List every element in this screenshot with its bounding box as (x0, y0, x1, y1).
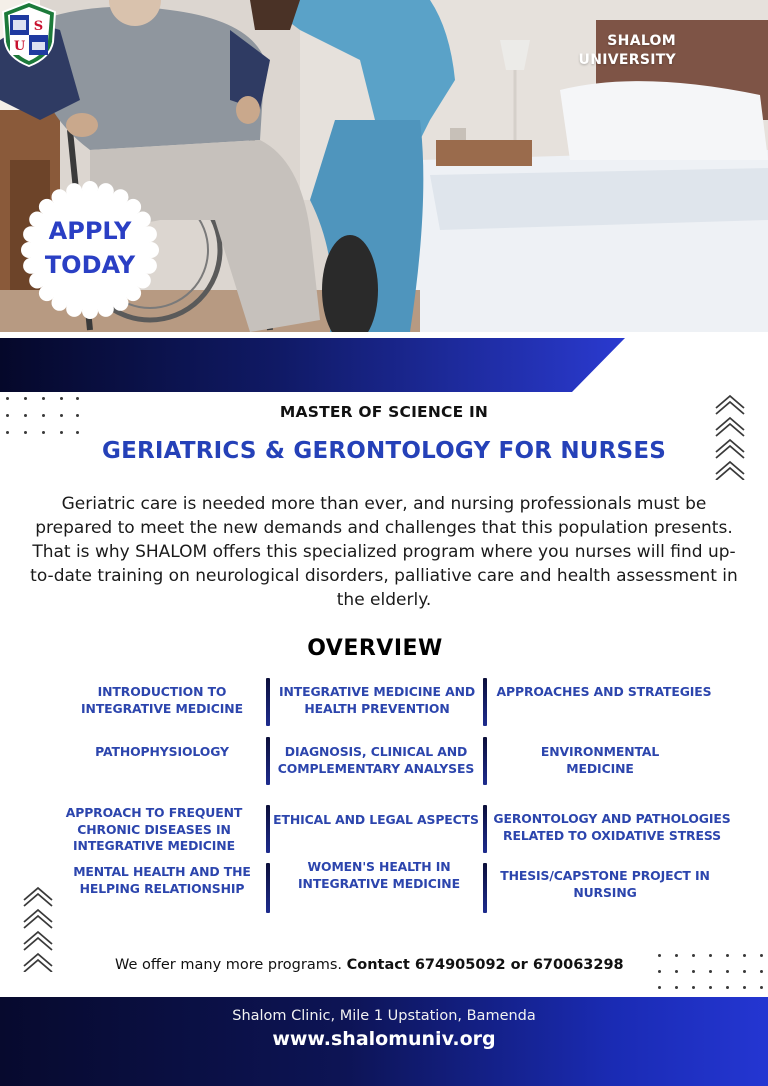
column-divider (266, 678, 270, 726)
contact-phones[interactable]: Contact 674905092 or 670063298 (346, 957, 624, 973)
header-accent-bar (0, 338, 625, 392)
course-item: INTEGRATIVE MEDICINE AND HEALTH PREVENTION (278, 684, 476, 716)
footer-address: Shalom Clinic, Mile 1 Upstation, Bamenda (232, 1008, 536, 1024)
apply-today-text (20, 214, 160, 282)
column-divider (483, 737, 487, 785)
website-link[interactable]: www.shalomuniv.org (272, 1028, 496, 1050)
brand-name-line1: SHALOM (607, 33, 676, 49)
university-brand (579, 32, 676, 70)
column-divider (266, 805, 270, 853)
university-crest-icon (0, 0, 58, 68)
apply-today-badge[interactable] (20, 180, 160, 320)
course-item: APPROACHES AND STRATEGIES (496, 684, 712, 699)
course-item: MENTAL HEALTH AND THE HELPING RELATIONSHIP (73, 864, 251, 896)
course-item: APPROACH TO FREQUENT CHRONIC DISEASES IN INTEGRATIVE MEDICINE (65, 805, 243, 853)
course-item: ETHICAL AND LEGAL ASPECTS (273, 812, 479, 827)
course-item: GERONTOLOGY AND PATHOLOGIES RELATED TO OXIDATIVE STRESS (493, 811, 731, 843)
column-divider (266, 737, 270, 785)
crest-letter-s: S (33, 19, 44, 34)
program-title: GERIATRICS & GERONTOLOGY FOR NURSES (102, 438, 666, 464)
column-divider (266, 863, 270, 913)
course-item: WOMEN'S HEALTH IN INTEGRATIVE MEDICINE (298, 859, 460, 891)
course-item: INTRODUCTION TO INTEGRATIVE MEDICINE (81, 684, 243, 716)
apply-line2: TODAY (44, 251, 136, 279)
course-item: PATHOPHYSIOLOGY (95, 744, 229, 759)
dot-grid-icon (658, 954, 768, 994)
course-item: DIAGNOSIS, CLINICAL AND COMPLEMENTARY ANALYSES (277, 744, 475, 776)
course-item: THESIS/CAPSTONE PROJECT IN NURSING (500, 868, 710, 900)
program-description: Geriatric care is needed more than ever, and nursing professionals must be prepared to meet the new demands and challenges that this population presents. That is why SHALOM offers this specialized program where you nurses will find up-to-date training on neurological disorders, palliative care and health assessment in the elderly. (30, 494, 738, 610)
chevron-up-icon (22, 884, 54, 972)
contact-intro: We offer many more programs. (115, 957, 342, 973)
overview-heading: OVERVIEW (307, 636, 443, 661)
contact-line (115, 957, 624, 973)
program-kicker: MASTER OF SCIENCE IN (279, 403, 489, 421)
column-divider (483, 863, 487, 913)
column-divider (483, 678, 487, 726)
course-item: ENVIRONMENTAL MEDICINE (540, 744, 660, 776)
apply-line1: APPLY (48, 217, 132, 245)
crest-letter-u: U (13, 39, 26, 54)
brand-name-line2: UNIVERSITY (578, 52, 676, 68)
hero-photo (0, 0, 768, 332)
